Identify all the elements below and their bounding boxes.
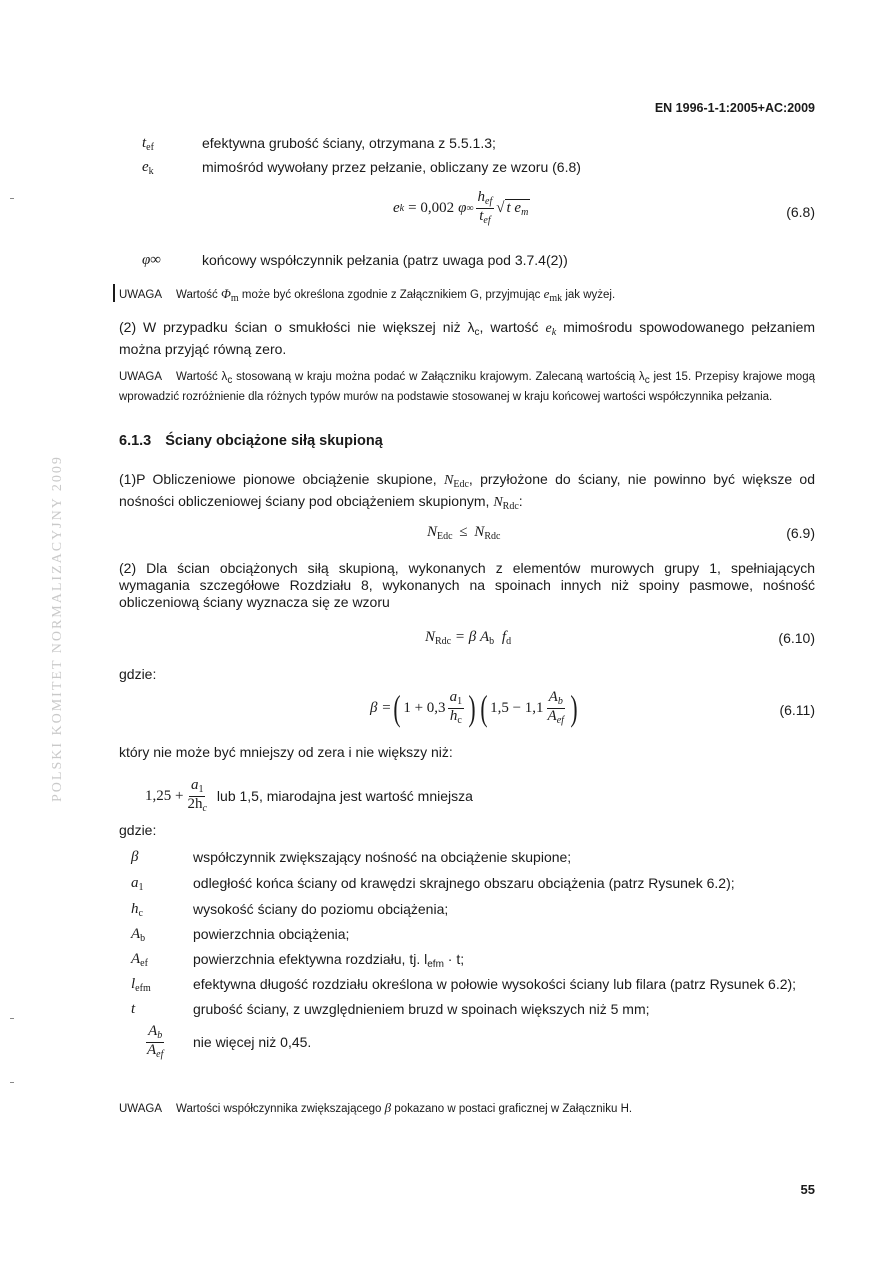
def-symbol-tef: $t_{ef}$	[142, 135, 154, 153]
where-text: wysokość ściany do poziomu obciążenia;	[193, 901, 449, 917]
paragraph-1p: (1)P Obliczeniowe pionowe obciążenie skupione, $N_{Edc}$, przyłożone do ściany, nie powinno być większe od nośności obliczeniowej ściany pod obciążeniem skupionym, $N_{Rdc}$:	[119, 471, 815, 512]
paragraph-2-concentrated: (2) Dla ścian obciążonych siłą skupioną, wykonanych z elementów murowych grupy 1, spełniających wymagania szczegółowe Rozdziału 8, wykonanych na spoinach innych niż spoiny pasmowe, nośność obliczeniową ściany wyznacza się ze wzoru	[119, 560, 815, 610]
where-symbol: $A_b$	[131, 926, 146, 944]
where-text: efektywna długość rozdziału określona w połowie wysokości ściany lub filara (patrz Rysunek 6.2);	[193, 976, 797, 992]
where-label-1: gdzie:	[119, 666, 157, 682]
equation-number-6-8: (6.8)	[786, 204, 815, 220]
paragraph-2-creep: (2) W przypadku ścian o smukłości nie większej niż $\lambda_c$, wartość $e_k$ mimośrodu spowodowanego pełzaniem można przyjąć równą zero.	[119, 319, 816, 357]
equation-number-6-10: (6.10)	[778, 630, 815, 646]
where-symbol: $l_{efm}$	[131, 976, 151, 994]
equation-number-6-9: (6.9)	[786, 525, 815, 541]
def-symbol-phi: φ∞	[142, 252, 161, 268]
where-symbol: t	[131, 1001, 136, 1017]
margin-mark	[10, 198, 14, 199]
section-heading: 6.1.3 Ściany obciążone siłą skupioną	[119, 433, 383, 449]
equation-6-8: e k = 0,002 φ ∞ $\frac{h_{ef}}{t_{ef}}$ √ t $e_m$	[393, 189, 529, 226]
where-symbol: β	[131, 849, 139, 865]
note-1: UWAGA Wartość $\Phi_m$ może być określona zgodnie z Załącznikiem G, przyjmując $e_{mk}$ jak wyżej.	[119, 286, 616, 304]
where-symbol: $a_1$	[131, 875, 144, 893]
where-text: współczynnik zwiększający nośność na obciążenie skupione;	[193, 849, 572, 865]
note-3: UWAGA Wartości współczynnika zwiększającego β pokazano w postaci graficznej w Załączniku H.	[119, 1100, 633, 1115]
where-text: powierzchnia obciążenia;	[193, 926, 350, 942]
standard-header: EN 1996-1-1:2005+AC:2009	[654, 101, 815, 115]
note-2: UWAGA Wartość λc stosowaną w kraju można podać w Załączniku krajowym. Zalecaną wartością λc jest 15. Przepisy krajowe mogą wprowadzić rozróżnienie dla różnych typów murów na podstawie stosowanej w kraju końcowej wartości współczynnika pełzania.	[119, 371, 815, 403]
equation-number-6-11: (6.11)	[779, 702, 815, 718]
change-bar	[113, 284, 115, 302]
def-symbol-ek: $e_k$	[142, 159, 154, 177]
margin-mark	[10, 1082, 14, 1083]
where-text: powierzchnia efektywna rozdziału, tj. $l_{efm} \cdot t$;	[193, 951, 465, 970]
def-text-ek: mimośród wywołany przez pełzanie, obliczany ze wzoru (6.8)	[202, 159, 581, 175]
limit-equation: 1,25 + $\frac{a_1}{2h_c}$ lub 1,5, miarodajna jest wartość mniejsza	[145, 777, 473, 814]
equation-6-11: β = ( 1 + 0,3 $\frac{a_1}{h_c}$ ) ( 1,5 − 1,1 $\frac{A_b}{A_{ef}}$ )	[370, 688, 578, 728]
watermark: POLSKI KOMITET NORMALIZACYJNY 2009	[50, 455, 65, 802]
where-text: grubość ściany, z uwzględnieniem bruzd w spoinach większych niż 5 mm;	[193, 1001, 650, 1017]
equation-6-10: $N_{Rdc} = \beta$ $A_b$ $f_d$	[425, 629, 512, 647]
where-label-2: gdzie:	[119, 822, 157, 838]
margin-mark	[10, 1018, 14, 1019]
def-text-tef: efektywna grubość ściany, otrzymana z 5.5.1.3;	[202, 135, 496, 151]
where-symbol: $A_{ef}$	[131, 951, 148, 969]
ratio-symbol: $\frac{A_b}{A_{ef}}$	[147, 1023, 164, 1060]
where-symbol: $h_c$	[131, 901, 143, 919]
page-number: 55	[800, 1182, 815, 1197]
def-text-phi: końcowy współczynnik pełzania (patrz uwaga pod 3.7.4(2))	[202, 252, 568, 268]
limit-text: który nie może być mniejszy od zera i nie większy niż:	[119, 744, 453, 760]
equation-6-9: $N_{Edc} \le N_{Rdc}$	[427, 524, 501, 542]
ratio-text: nie więcej niż 0,45.	[193, 1034, 312, 1050]
where-text: odległość końca ściany od krawędzi skrajnego obszaru obciążenia (patrz Rysunek 6.2);	[193, 875, 735, 891]
